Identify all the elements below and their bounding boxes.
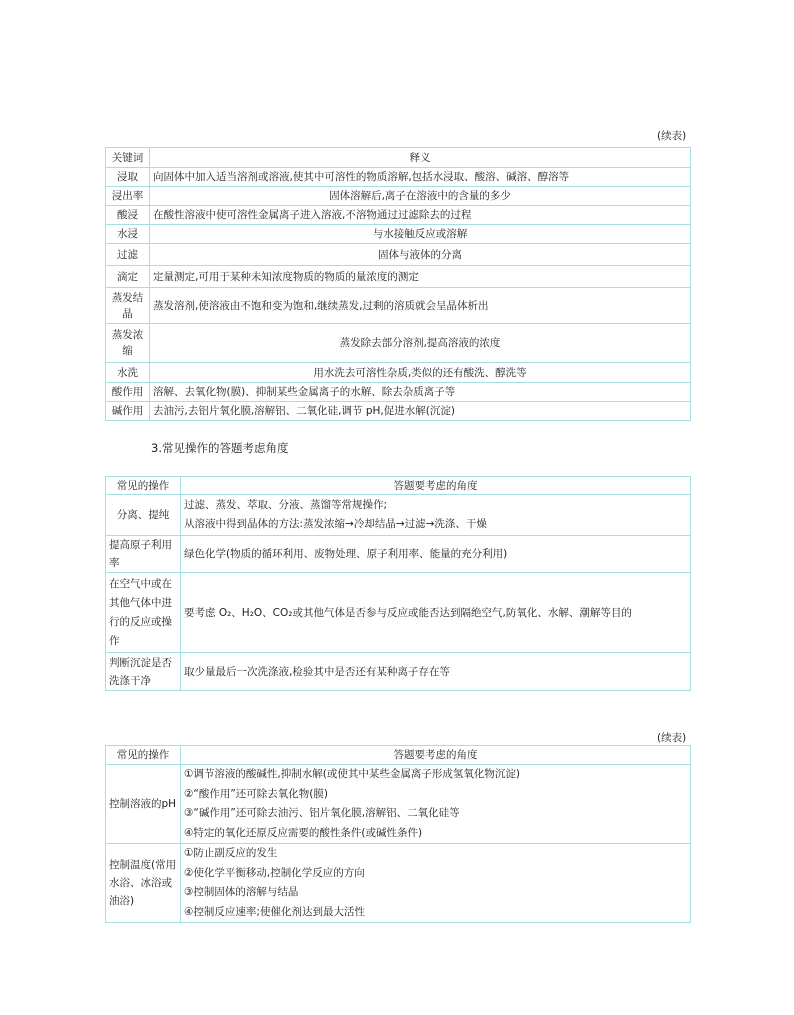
angle-line: ②“酸作用”还可除去氧化物(膜)	[184, 787, 328, 800]
table3-continued-label: (续表)	[657, 732, 687, 744]
table-row	[106, 402, 691, 421]
table-row	[106, 266, 691, 288]
table-row	[106, 765, 691, 844]
row-meaning: 用水洗去可溶性杂质,类似的还有酸洗、醇洗等	[150, 363, 691, 383]
angle-line: 从溶液中得到晶体的方法:蒸发浓缩→冷却结晶→过滤→洗涤、干燥	[184, 518, 487, 530]
row-angle	[181, 573, 691, 653]
row-meaning: 定量测定,可用于某种未知浓度物质的物质的量浓度的测定	[150, 266, 691, 288]
table-row	[106, 206, 691, 225]
table-row	[106, 844, 691, 923]
row-angle	[181, 765, 691, 844]
table-header-row	[106, 746, 691, 765]
row-operation: 控制温度(常用水浴、冰浴或油浴)	[106, 844, 181, 923]
operations-table-continued	[105, 745, 691, 923]
row-meaning: 固体溶解后,离子在溶液中的含量的多少	[150, 187, 691, 206]
row-keyword: 浸取	[106, 168, 150, 187]
row-meaning: 在酸性溶液中使可溶性金属离子进入溶液,不溶物通过过滤除去的过程	[150, 206, 691, 225]
row-operation: 分离、提纯	[106, 495, 181, 536]
row-operation: 判断沉淀是否洗涤干净	[106, 653, 181, 691]
table-header-row	[106, 477, 691, 495]
table-row	[106, 573, 691, 653]
table-row	[106, 168, 691, 187]
row-keyword: 碱作用	[106, 402, 150, 421]
angle-line: ①调节溶液的酸碱性,抑制水解(或使其中某些金属离子形成氢氧化物沉淀)	[184, 768, 520, 780]
table-row	[106, 288, 691, 324]
table-row	[106, 244, 691, 266]
row-meaning: 去油污,去铝片氧化膜,溶解铝、二氧化硅,调节 pH,促进水解(沉淀)	[150, 402, 691, 421]
row-keyword: 水洗	[106, 363, 150, 383]
row-meaning: 蒸发除去部分溶剂,提高溶液的浓度	[150, 324, 691, 363]
table-row	[106, 187, 691, 206]
table-header-row	[106, 148, 691, 168]
row-angle	[181, 844, 691, 923]
angle-line: ③“碱作用”还可除去油污、铝片氧化膜,溶解铝、二氧化硅等	[184, 807, 460, 819]
operations-table	[105, 476, 691, 691]
table-row	[106, 653, 691, 691]
keyword-table	[105, 147, 691, 421]
angle-line: ①防止副反应的发生	[184, 847, 278, 859]
section-heading: 3.常见操作的答题考虑角度	[151, 441, 289, 455]
angle-line: ②使化学平衡移动,控制化学反应的方向	[184, 866, 365, 879]
angle-line: ④特定的氧化还原反应需要的酸性条件(或碱性条件)	[184, 826, 423, 839]
header-operation: 常见的操作	[106, 746, 181, 765]
table-row	[106, 383, 691, 402]
table1-continued-label: (续表)	[657, 130, 687, 142]
row-keyword: 蒸发结晶	[106, 288, 150, 324]
angle-line: 取少量最后一次洗涤液,检验其中是否还有某种离子存在等	[184, 665, 450, 678]
row-keyword: 酸浸	[106, 206, 150, 225]
row-operation: 在空气中或在其他气体中进行的反应或操作	[106, 573, 181, 653]
row-keyword: 水浸	[106, 225, 150, 244]
row-meaning: 与水接触反应或溶解	[150, 225, 691, 244]
angle-line: 绿色化学(物质的循环利用、废物处理、原子利用率、能量的充分利用)	[184, 548, 508, 560]
table-row	[106, 495, 691, 536]
row-keyword: 过滤	[106, 244, 150, 266]
row-angle	[181, 536, 691, 573]
row-angle	[181, 495, 691, 536]
table-row	[106, 536, 691, 573]
row-operation: 提高原子利用率	[106, 536, 181, 573]
table-row	[106, 324, 691, 363]
header-meaning: 释义	[150, 148, 691, 168]
angle-line: 过滤、蒸发、萃取、分液、蒸馏等常规操作;	[184, 499, 388, 511]
row-operation: 控制溶液的pH	[106, 765, 181, 844]
angle-line: ④控制反应速率;使催化剂达到最大活性	[184, 905, 365, 918]
table-row	[106, 225, 691, 244]
table-row	[106, 363, 691, 383]
row-keyword: 滴定	[106, 266, 150, 288]
row-meaning: 固体与液体的分离	[150, 244, 691, 266]
row-meaning: 溶解、去氧化物(膜)、抑制某些金属离子的水解、除去杂质离子等	[150, 383, 691, 402]
row-keyword: 蒸发浓缩	[106, 324, 150, 363]
row-angle	[181, 653, 691, 691]
header-keyword: 关键词	[106, 148, 150, 168]
row-keyword: 浸出率	[106, 187, 150, 206]
row-keyword: 酸作用	[106, 383, 150, 402]
angle-line: 要考虑 O₂、H₂O、CO₂或其他气体是否参与反应或能否达到隔绝空气,防氧化、水解、潮解等目的	[184, 606, 632, 619]
header-angle: 答题要考虑的角度	[181, 746, 691, 765]
header-operation: 常见的操作	[106, 477, 181, 495]
row-meaning: 蒸发溶剂,使溶液由不饱和变为饱和,继续蒸发,过剩的溶质就会呈晶体析出	[150, 288, 691, 324]
angle-line: ③控制固体的溶解与结晶	[184, 886, 299, 898]
header-angle: 答题要考虑的角度	[181, 477, 691, 495]
row-meaning: 向固体中加入适当溶剂或溶液,使其中可溶性的物质溶解,包括水浸取、酸溶、碱溶、醇溶等	[150, 168, 691, 187]
